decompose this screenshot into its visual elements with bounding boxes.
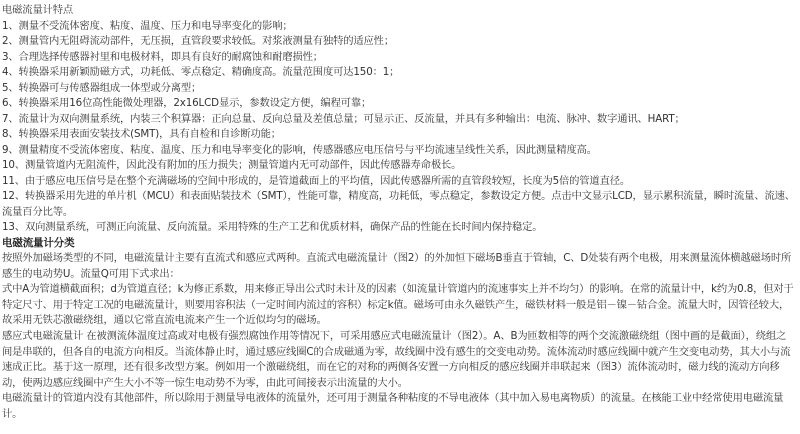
feature-item: 2、测量管内无阻碍流动部件，无压损，直管段要求较低。对浆液测量有独特的适应性； [2, 35, 394, 47]
body-paragraph: 电磁流量计的管道内没有其他部件，所以除用于测量导电液体的流量外，还可用于测量各种粘度的不导电液体（其中加入易电离物质）的流量。在核能工业中经常使用电磁流量计。 [2, 392, 784, 420]
feature-item: 6、转换器采用16位高性能微处理器，2x16LCD显示，参数设定方便，编程可靠； [2, 97, 372, 109]
feature-item: 11、由于感应电压信号是在整个充满磁场的空间中形成的，是管道截面上的平均值，因此传感器所需的直管段较短，长度为5倍的管道直径。 [2, 174, 631, 187]
body-paragraph: 式中A为管道横截面积；d为管道直径；k为修正系数，用来修正导出公式时未计及的因素（如流量计管道内的流速事实上并不均匀）的影响。在常的流量计中，k约为0.8，但对于特定尺寸、用于特定工况的电磁流量计，则要用容积法（一定时间内流过的容积）标定k值。磁场可由永久磁铁产生，磁铁材料一般是铝－镍－钴合金。流量大时，因管径较大，故采用无铁芯激磁绕组，通以它常直流电流来产生一个近似均匀的磁场。 [2, 283, 794, 327]
feature-list [2, 19, 796, 236]
paragraphs [2, 251, 796, 423]
feature-item: 1、测量不受流体密度、粘度、温度、压力和电导率变化的影响； [2, 19, 293, 32]
document [2, 3, 796, 423]
body-paragraph: 按照外加磁场类型的不同，电磁流量计主要有直流式和感应式两种。直流式电磁流量计（图2）的外加恒下磁场B垂直于管轴，C、D处装有两个电极，用来测量流体横越磁场时所感生的电动势U。流量Q可用下式求出： [2, 252, 792, 280]
section-heading: 电磁流量计分类 [2, 236, 75, 249]
feature-item: 9、测量精度不受流体密度、粘度、温度、压力和电导率变化的影响，传感器感应电压信号与平均流速呈线性关系，因此测量精度高。 [2, 143, 597, 156]
body-paragraph: 感应式电磁流量计 在被测流体温度过高或对电极有强烈腐蚀作用等情况下，可采用感应式电磁流量计（图2）。A、B为匝数相等的两个交流激磁绕组（图中画的是截面），绕组之间是串联的，但各自的电流方向相反。当流体静止时，通过感应线圈C的合成磁通为零，故线圈中没有感生的交变电动势。流体流动时感应线圈中就产生交变电动势，其大小与流速成正比。基于这一原理，还有很多改型方案。例如用一个激磁绕组，而在它的对称的两侧各安置一方向相反的感应线圈并串联起来（图3）流体流动时，磁力线的流动方向移动，使两边感应线圈中产生大小不等一惊生电动势不为零，由此可间接表示出流量的大小。 [2, 329, 791, 389]
feature-item: 4、转换器采用新颖励磁方式，功耗低、零点稳定、精确度高。流量范围度可达150：1； [2, 66, 400, 78]
doc-title: 电磁流量计特点 [2, 4, 74, 16]
feature-item: 8、转换器采用表面安装技术(SMT)，具有自检和自诊断功能； [2, 128, 281, 140]
feature-item: 13、双向测量系统，可测正向流量、反向流量。采用特殊的生产工艺和优质材料，确保产品的性能在长时间内保持稳定。 [2, 221, 543, 233]
feature-item: 5、转换器可与传感器组成一体型或分离型； [2, 81, 202, 94]
feature-item: 12、转换器采用先进的单片机（MCU）和表面贴装技术（SMT），性能可靠，精度高，功耗低，零点稳定，参数设定方便。点击中文显示LCD，显示累积流量，瞬时流量、流速、流量百分比等。 [2, 190, 795, 218]
feature-item: 10、测量管道内无阻流件，因此没有附加的压力损失；测量管道内无可动部件，因此传感器寿命极长。 [2, 159, 462, 171]
feature-item: 7、流量计为双向测量系统，内装三个积算器：正向总量、反向总量及差值总量；可显示正、反流量，并具有多种输出：电流、脉冲、数字通讯、HART； [2, 112, 685, 125]
feature-item: 3、合理选择传感器衬里和电极材料，即具有良好的耐腐蚀和耐磨损性； [2, 50, 323, 63]
